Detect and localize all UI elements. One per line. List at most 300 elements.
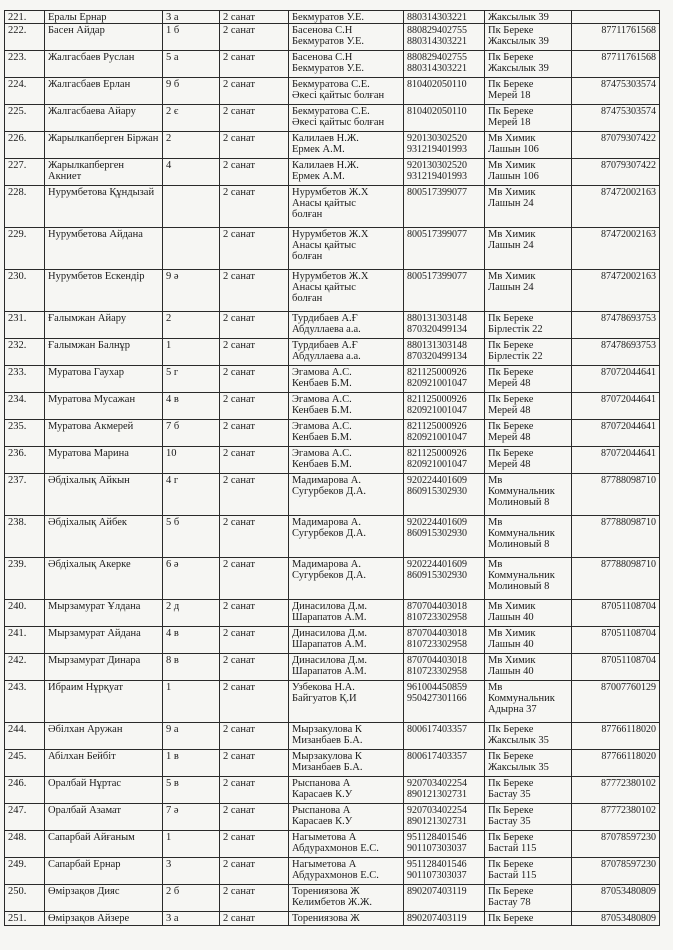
- iin-cell-line: 800617403357: [407, 751, 467, 762]
- row-number-cell: 251.: [5, 912, 45, 926]
- address-cell-line: Молиновый 8: [488, 581, 550, 592]
- address-cell: [485, 474, 572, 516]
- guardian-cell-line: Рыспанова А: [292, 778, 351, 789]
- row-number-cell: 224.: [5, 78, 45, 105]
- category-cell: 2 санат: [220, 777, 289, 804]
- student-name-cell: Муратова Гаухар: [45, 366, 163, 393]
- category-cell: 2 санат: [220, 723, 289, 750]
- iin-cell-line: 890121302731: [407, 816, 467, 827]
- guardian-cell: [289, 777, 404, 804]
- address-cell: [485, 627, 572, 654]
- address-cell-line: Пк Береке: [488, 751, 534, 762]
- table-row: [5, 339, 660, 366]
- phone-cell: 87472002163: [572, 186, 660, 228]
- class-cell: 3 а: [163, 11, 220, 24]
- iin-cell-line: 920703402254: [407, 778, 467, 789]
- address-cell-line: Мв Химик: [488, 628, 536, 639]
- row-number-cell: 242.: [5, 654, 45, 681]
- iin-cell: [404, 228, 485, 270]
- class-cell: 8 в: [163, 654, 220, 681]
- iin-cell: [404, 600, 485, 627]
- address-cell: [485, 912, 572, 926]
- phone-cell: 87711761568: [572, 51, 660, 78]
- class-cell: [163, 228, 220, 270]
- category-cell: 2 санат: [220, 804, 289, 831]
- address-cell-line: Пк Береке: [488, 340, 534, 351]
- guardian-cell-line: Басенова С.Н: [292, 25, 353, 36]
- class-cell: [163, 186, 220, 228]
- address-cell: [485, 228, 572, 270]
- student-name-cell: Нурумбетова Құндызай: [45, 186, 163, 228]
- guardian-cell: [289, 78, 404, 105]
- iin-cell-line: 920130302520: [407, 160, 467, 171]
- guardian-cell: [289, 654, 404, 681]
- address-cell-line: Бастау 35: [488, 816, 531, 827]
- iin-cell-line: 880829402755: [407, 52, 467, 63]
- address-cell-line: Бастау 35: [488, 789, 531, 800]
- address-cell-line: Молиновый 8: [488, 497, 550, 508]
- guardian-cell: [289, 366, 404, 393]
- guardian-cell-line: Бекмуратов У.Е.: [292, 36, 364, 47]
- row-number-cell: 222.: [5, 24, 45, 51]
- table-row: [5, 627, 660, 654]
- iin-cell-line: 810402050110: [407, 79, 467, 90]
- guardian-cell: [289, 681, 404, 723]
- iin-cell-line: 810723302958: [407, 612, 467, 623]
- table-row: [5, 750, 660, 777]
- iin-cell: [404, 885, 485, 912]
- address-cell-line: Пк Береке: [488, 106, 534, 117]
- row-number-cell: 227.: [5, 159, 45, 186]
- class-cell: 4 в: [163, 393, 220, 420]
- class-cell: 4 в: [163, 627, 220, 654]
- address-cell-line: Мерей 48: [488, 378, 531, 389]
- phone-cell: 87078597230: [572, 831, 660, 858]
- guardian-cell-line: болған: [292, 251, 323, 262]
- guardian-cell-line: Мадимарова А.: [292, 559, 362, 570]
- iin-cell: [404, 78, 485, 105]
- address-cell-line: Адырна 37: [488, 704, 537, 715]
- guardian-cell: [289, 420, 404, 447]
- iin-cell: [404, 912, 485, 926]
- class-cell: 2 д: [163, 600, 220, 627]
- iin-cell: [404, 777, 485, 804]
- student-name-cell: Нурумбетов Ескендір: [45, 270, 163, 312]
- iin-cell: [404, 447, 485, 474]
- row-number-cell: 226.: [5, 132, 45, 159]
- row-number-cell: 223.: [5, 51, 45, 78]
- table-row: [5, 105, 660, 132]
- guardian-cell-line: Турдибаев А.Ғ: [292, 313, 358, 324]
- address-cell-line: Лашын 106: [488, 171, 539, 182]
- address-cell-line: Мерей 48: [488, 459, 531, 470]
- class-cell: 4: [163, 159, 220, 186]
- phone-cell: 87475303574: [572, 78, 660, 105]
- guardian-cell-line: Абдурахмонов Е.С.: [292, 843, 379, 854]
- address-cell-line: Пк Береке: [488, 778, 534, 789]
- iin-cell-line: 880314303221: [407, 63, 467, 74]
- student-name-cell: Нурумбетова Айдана: [45, 228, 163, 270]
- address-cell: [485, 777, 572, 804]
- guardian-cell-line: Сугурбеков Д.А.: [292, 570, 367, 581]
- student-name-cell: Жалгасбаев Руслан: [45, 51, 163, 78]
- guardian-cell: [289, 186, 404, 228]
- iin-cell-line: 870320499134: [407, 351, 467, 362]
- address-cell-line: Мв: [488, 559, 503, 570]
- class-cell: 5 б: [163, 516, 220, 558]
- address-cell-line: Мв Химик: [488, 160, 536, 171]
- address-cell: [485, 654, 572, 681]
- guardian-cell-line: Мадимарова А.: [292, 517, 362, 528]
- address-cell-line: Жаксылык 39: [488, 36, 549, 47]
- row-number-cell: 232.: [5, 339, 45, 366]
- table-row: [5, 78, 660, 105]
- iin-cell-line: 931219401993: [407, 144, 467, 155]
- iin-cell-line: 820921001047: [407, 459, 467, 470]
- student-name-cell: Мырзамурат Ұлдана: [45, 600, 163, 627]
- roster-body: [5, 11, 660, 926]
- table-row: [5, 270, 660, 312]
- guardian-cell-line: Калилаев Н.Ж.: [292, 160, 359, 171]
- iin-cell-line: 920224401609: [407, 475, 467, 486]
- iin-cell: [404, 24, 485, 51]
- address-cell-line: Мерей 48: [488, 405, 531, 416]
- category-cell: 2 санат: [220, 447, 289, 474]
- row-number-cell: 244.: [5, 723, 45, 750]
- address-cell: [485, 804, 572, 831]
- table-row: [5, 393, 660, 420]
- row-number-cell: 248.: [5, 831, 45, 858]
- guardian-cell: [289, 11, 404, 24]
- address-cell-line: Пк Береке: [488, 886, 534, 897]
- guardian-cell-line: Динасилова Д.м.: [292, 655, 367, 666]
- table-row: [5, 858, 660, 885]
- guardian-cell-line: Бекмуратова С.Е.: [292, 106, 370, 117]
- guardian-cell-line: Динасилова Д.м.: [292, 628, 367, 639]
- iin-cell-line: 870320499134: [407, 324, 467, 335]
- address-cell-line: Мв: [488, 475, 503, 486]
- address-cell-line: Пк Береке: [488, 52, 534, 63]
- row-number-cell: 234.: [5, 393, 45, 420]
- guardian-cell-line: Абдуллаева а.а.: [292, 324, 361, 335]
- iin-cell-line: 821125000926: [407, 448, 467, 459]
- guardian-cell-line: Анасы қайтыс: [292, 282, 356, 293]
- table-row: [5, 516, 660, 558]
- iin-cell: [404, 270, 485, 312]
- class-cell: 2 є: [163, 105, 220, 132]
- address-cell-line: Коммунальник: [488, 486, 555, 497]
- category-cell: 2 санат: [220, 132, 289, 159]
- category-cell: 2 санат: [220, 681, 289, 723]
- student-name-cell: Әбдіхалық Акерке: [45, 558, 163, 600]
- address-cell-line: Жаксылык 35: [488, 735, 549, 746]
- guardian-cell: [289, 804, 404, 831]
- iin-cell: [404, 312, 485, 339]
- category-cell: 2 санат: [220, 339, 289, 366]
- iin-cell-line: 920703402254: [407, 805, 467, 816]
- phone-cell: 87772380102: [572, 804, 660, 831]
- row-number-cell: 245.: [5, 750, 45, 777]
- iin-cell-line: 870704403018: [407, 655, 467, 666]
- address-cell: [485, 681, 572, 723]
- address-cell: [485, 132, 572, 159]
- class-cell: 9 б: [163, 78, 220, 105]
- class-cell: 7 ә: [163, 804, 220, 831]
- table-row: [5, 24, 660, 51]
- guardian-cell-line: Ермек А.М.: [292, 144, 345, 155]
- guardian-cell-line: Мизанбаев Б.А.: [292, 762, 363, 773]
- guardian-cell-line: Эгамова А.С.: [292, 421, 352, 432]
- category-cell: 2 санат: [220, 474, 289, 516]
- table-row: [5, 366, 660, 393]
- phone-cell: 87766118020: [572, 723, 660, 750]
- phone-cell: 87766118020: [572, 750, 660, 777]
- category-cell: 2 санат: [220, 105, 289, 132]
- class-cell: 1: [163, 831, 220, 858]
- iin-cell-line: 901107303037: [407, 870, 467, 881]
- iin-cell-line: 820921001047: [407, 432, 467, 443]
- category-cell: 2 санат: [220, 270, 289, 312]
- address-cell-line: Мерей 18: [488, 117, 531, 128]
- iin-cell-line: 950427301166: [407, 693, 467, 704]
- student-name-cell: Мырзамурат Айдана: [45, 627, 163, 654]
- guardian-cell-line: Нурумбетов Ж.Х: [292, 187, 369, 198]
- student-name-cell: Абілхан Бейбіт: [45, 750, 163, 777]
- guardian-cell: [289, 51, 404, 78]
- row-number-cell: 221.: [5, 11, 45, 24]
- guardian-cell-line: Узбекова Н.А.: [292, 682, 355, 693]
- student-name-cell: Ибраим Нұрқуат: [45, 681, 163, 723]
- student-name-cell: Ғалымжан Балнұр: [45, 339, 163, 366]
- address-cell-line: Бастай 115: [488, 870, 537, 881]
- phone-cell: 87772380102: [572, 777, 660, 804]
- address-cell: [485, 339, 572, 366]
- category-cell: 2 санат: [220, 654, 289, 681]
- iin-cell-line: 860915302930: [407, 486, 467, 497]
- guardian-cell: [289, 858, 404, 885]
- class-cell: 5 в: [163, 777, 220, 804]
- category-cell: 2 санат: [220, 11, 289, 24]
- address-cell-line: Пк Береке: [488, 367, 534, 378]
- iin-cell: [404, 51, 485, 78]
- guardian-cell-line: Басенова С.Н: [292, 52, 353, 63]
- table-row: [5, 11, 660, 24]
- guardian-cell-line: Бекмуратов У.Е.: [292, 12, 364, 23]
- phone-cell: 87478693753: [572, 339, 660, 366]
- address-cell-line: Коммунальник: [488, 693, 555, 704]
- address-cell-line: Коммунальник: [488, 528, 555, 539]
- class-cell: 3 а: [163, 912, 220, 926]
- student-name-cell: Мырзамурат Динара: [45, 654, 163, 681]
- row-number-cell: 236.: [5, 447, 45, 474]
- category-cell: 2 санат: [220, 186, 289, 228]
- guardian-cell: [289, 600, 404, 627]
- address-cell-line: Пк Береке: [488, 394, 534, 405]
- table-row: [5, 804, 660, 831]
- guardian-cell-line: Келимбетов Ж.Ж.: [292, 897, 372, 908]
- address-cell: [485, 24, 572, 51]
- guardian-cell-line: Торениязова Ж: [292, 913, 360, 924]
- guardian-cell-line: Динасилова Д.м.: [292, 601, 367, 612]
- guardian-cell: [289, 474, 404, 516]
- iin-cell: [404, 393, 485, 420]
- student-name-cell: Ғалымжан Айару: [45, 312, 163, 339]
- phone-cell: 87472002163: [572, 270, 660, 312]
- category-cell: 2 санат: [220, 600, 289, 627]
- category-cell: 2 санат: [220, 420, 289, 447]
- row-number-cell: 240.: [5, 600, 45, 627]
- guardian-cell-line: Мадимарова А.: [292, 475, 362, 486]
- guardian-cell-line: Кенбаев Б.М.: [292, 459, 352, 470]
- address-cell-line: Мв Химик: [488, 187, 536, 198]
- iin-cell-line: 800517399077: [407, 187, 467, 198]
- iin-cell: [404, 366, 485, 393]
- guardian-cell: [289, 627, 404, 654]
- address-cell: [485, 558, 572, 600]
- table-row: [5, 681, 660, 723]
- category-cell: 2 санат: [220, 159, 289, 186]
- iin-cell-line: 821125000926: [407, 421, 467, 432]
- guardian-cell: [289, 24, 404, 51]
- phone-cell: 87072044641: [572, 366, 660, 393]
- category-cell: 2 санат: [220, 558, 289, 600]
- table-row: [5, 777, 660, 804]
- guardian-cell-line: Нагыметова А: [292, 859, 357, 870]
- guardian-cell-line: Шарапатов А.М.: [292, 639, 367, 650]
- iin-cell: [404, 11, 485, 24]
- phone-cell: 87788098710: [572, 474, 660, 516]
- student-name-cell: Муратова Мусажан: [45, 393, 163, 420]
- address-cell-line: Пк Береке: [488, 832, 534, 843]
- guardian-cell-line: Мырзакулова К: [292, 724, 362, 735]
- phone-cell: 87051108704: [572, 627, 660, 654]
- guardian-cell: [289, 885, 404, 912]
- address-cell: [485, 858, 572, 885]
- phone-cell: 87051108704: [572, 600, 660, 627]
- guardian-cell-line: Мизанбаев Б.А.: [292, 735, 363, 746]
- guardian-cell: [289, 132, 404, 159]
- row-number-cell: 235.: [5, 420, 45, 447]
- row-number-cell: 225.: [5, 105, 45, 132]
- guardian-cell-line: Әкесі қайтыс болған: [292, 117, 385, 128]
- address-cell-line: Лашын 24: [488, 240, 534, 251]
- address-cell-line: Пк Береке: [488, 805, 534, 816]
- guardian-cell-line: Турдибаев А.Ғ: [292, 340, 358, 351]
- table-row: [5, 420, 660, 447]
- address-cell-line: Пк Береке: [488, 25, 534, 36]
- iin-cell-line: 880829402755: [407, 25, 467, 36]
- address-cell-line: Молиновый 8: [488, 539, 550, 550]
- guardian-cell-line: Бекмуратова С.Е.: [292, 79, 370, 90]
- iin-cell-line: 880131303148: [407, 340, 467, 351]
- guardian-cell-line: Кенбаев Б.М.: [292, 405, 352, 416]
- iin-cell: [404, 858, 485, 885]
- student-name-cell: Басен Айдар: [45, 24, 163, 51]
- table-row: [5, 447, 660, 474]
- class-cell: 1 б: [163, 24, 220, 51]
- phone-cell: 87053480809: [572, 912, 660, 926]
- class-cell: 2: [163, 312, 220, 339]
- iin-cell: [404, 105, 485, 132]
- address-cell-line: Лашын 24: [488, 282, 534, 293]
- phone-cell: 87788098710: [572, 516, 660, 558]
- guardian-cell-line: Эгамова А.С.: [292, 448, 352, 459]
- guardian-cell-line: Ермек А.М.: [292, 171, 345, 182]
- guardian-cell-line: Нурумбетов Ж.Х: [292, 271, 369, 282]
- category-cell: 2 санат: [220, 366, 289, 393]
- address-cell-line: Пк Береке: [488, 313, 534, 324]
- address-cell-line: Мерей 48: [488, 432, 531, 443]
- address-cell: [485, 516, 572, 558]
- iin-cell-line: 890121302731: [407, 789, 467, 800]
- table-row: [5, 912, 660, 926]
- category-cell: 2 санат: [220, 51, 289, 78]
- category-cell: 2 санат: [220, 885, 289, 912]
- address-cell: [485, 366, 572, 393]
- student-name-cell: Сапарбай Ернар: [45, 858, 163, 885]
- phone-cell: 87072044641: [572, 393, 660, 420]
- category-cell: 2 санат: [220, 24, 289, 51]
- guardian-cell-line: Абдуллаева а.а.: [292, 351, 361, 362]
- address-cell-line: Лашын 40: [488, 666, 534, 677]
- address-cell-line: Жаксылык 35: [488, 762, 549, 773]
- row-number-cell: 249.: [5, 858, 45, 885]
- iin-cell-line: 820921001047: [407, 405, 467, 416]
- phone-cell: 87788098710: [572, 558, 660, 600]
- student-name-cell: Сапарбай Айғаным: [45, 831, 163, 858]
- iin-cell: [404, 804, 485, 831]
- category-cell: 2 санат: [220, 912, 289, 926]
- student-name-cell: Муратова Акмерей: [45, 420, 163, 447]
- guardian-cell-line: болған: [292, 209, 323, 220]
- category-cell: 2 санат: [220, 78, 289, 105]
- student-name-cell: Жалгасбаева Айару: [45, 105, 163, 132]
- student-name-cell: Әбдіхалық Айкын: [45, 474, 163, 516]
- guardian-cell-line: Торениязова Ж: [292, 886, 360, 897]
- category-cell: 2 санат: [220, 831, 289, 858]
- iin-cell: [404, 132, 485, 159]
- address-cell: [485, 51, 572, 78]
- iin-cell-line: 880314303221: [407, 12, 467, 23]
- class-cell: 10: [163, 447, 220, 474]
- phone-cell: 87072044641: [572, 420, 660, 447]
- address-cell-line: Коммунальник: [488, 570, 555, 581]
- iin-cell-line: 810723302958: [407, 666, 467, 677]
- table-row: [5, 312, 660, 339]
- address-cell-line: Жаксылык 39: [488, 63, 549, 74]
- guardian-cell-line: Әкесі қайтыс болған: [292, 90, 385, 101]
- guardian-cell-line: Эгамова А.С.: [292, 394, 352, 405]
- student-name-cell: Өмірзақов Айзере: [45, 912, 163, 926]
- phone-cell: 87078597230: [572, 858, 660, 885]
- guardian-cell: [289, 447, 404, 474]
- row-number-cell: 229.: [5, 228, 45, 270]
- iin-cell: [404, 627, 485, 654]
- iin-cell-line: 870704403018: [407, 601, 467, 612]
- guardian-cell-line: Байгуатов Қ.И: [292, 693, 357, 704]
- student-name-cell: Әбілхан Аружан: [45, 723, 163, 750]
- class-cell: 9 а: [163, 723, 220, 750]
- class-cell: 9 ә: [163, 270, 220, 312]
- category-cell: 2 санат: [220, 627, 289, 654]
- address-cell-line: Мв Химик: [488, 655, 536, 666]
- iin-cell: [404, 723, 485, 750]
- guardian-cell-line: Эгамова А.С.: [292, 367, 352, 378]
- iin-cell-line: 810723302958: [407, 639, 467, 650]
- student-name-cell: Жалгасбаев Ерлан: [45, 78, 163, 105]
- address-cell-line: Лашын 106: [488, 144, 539, 155]
- address-cell: [485, 393, 572, 420]
